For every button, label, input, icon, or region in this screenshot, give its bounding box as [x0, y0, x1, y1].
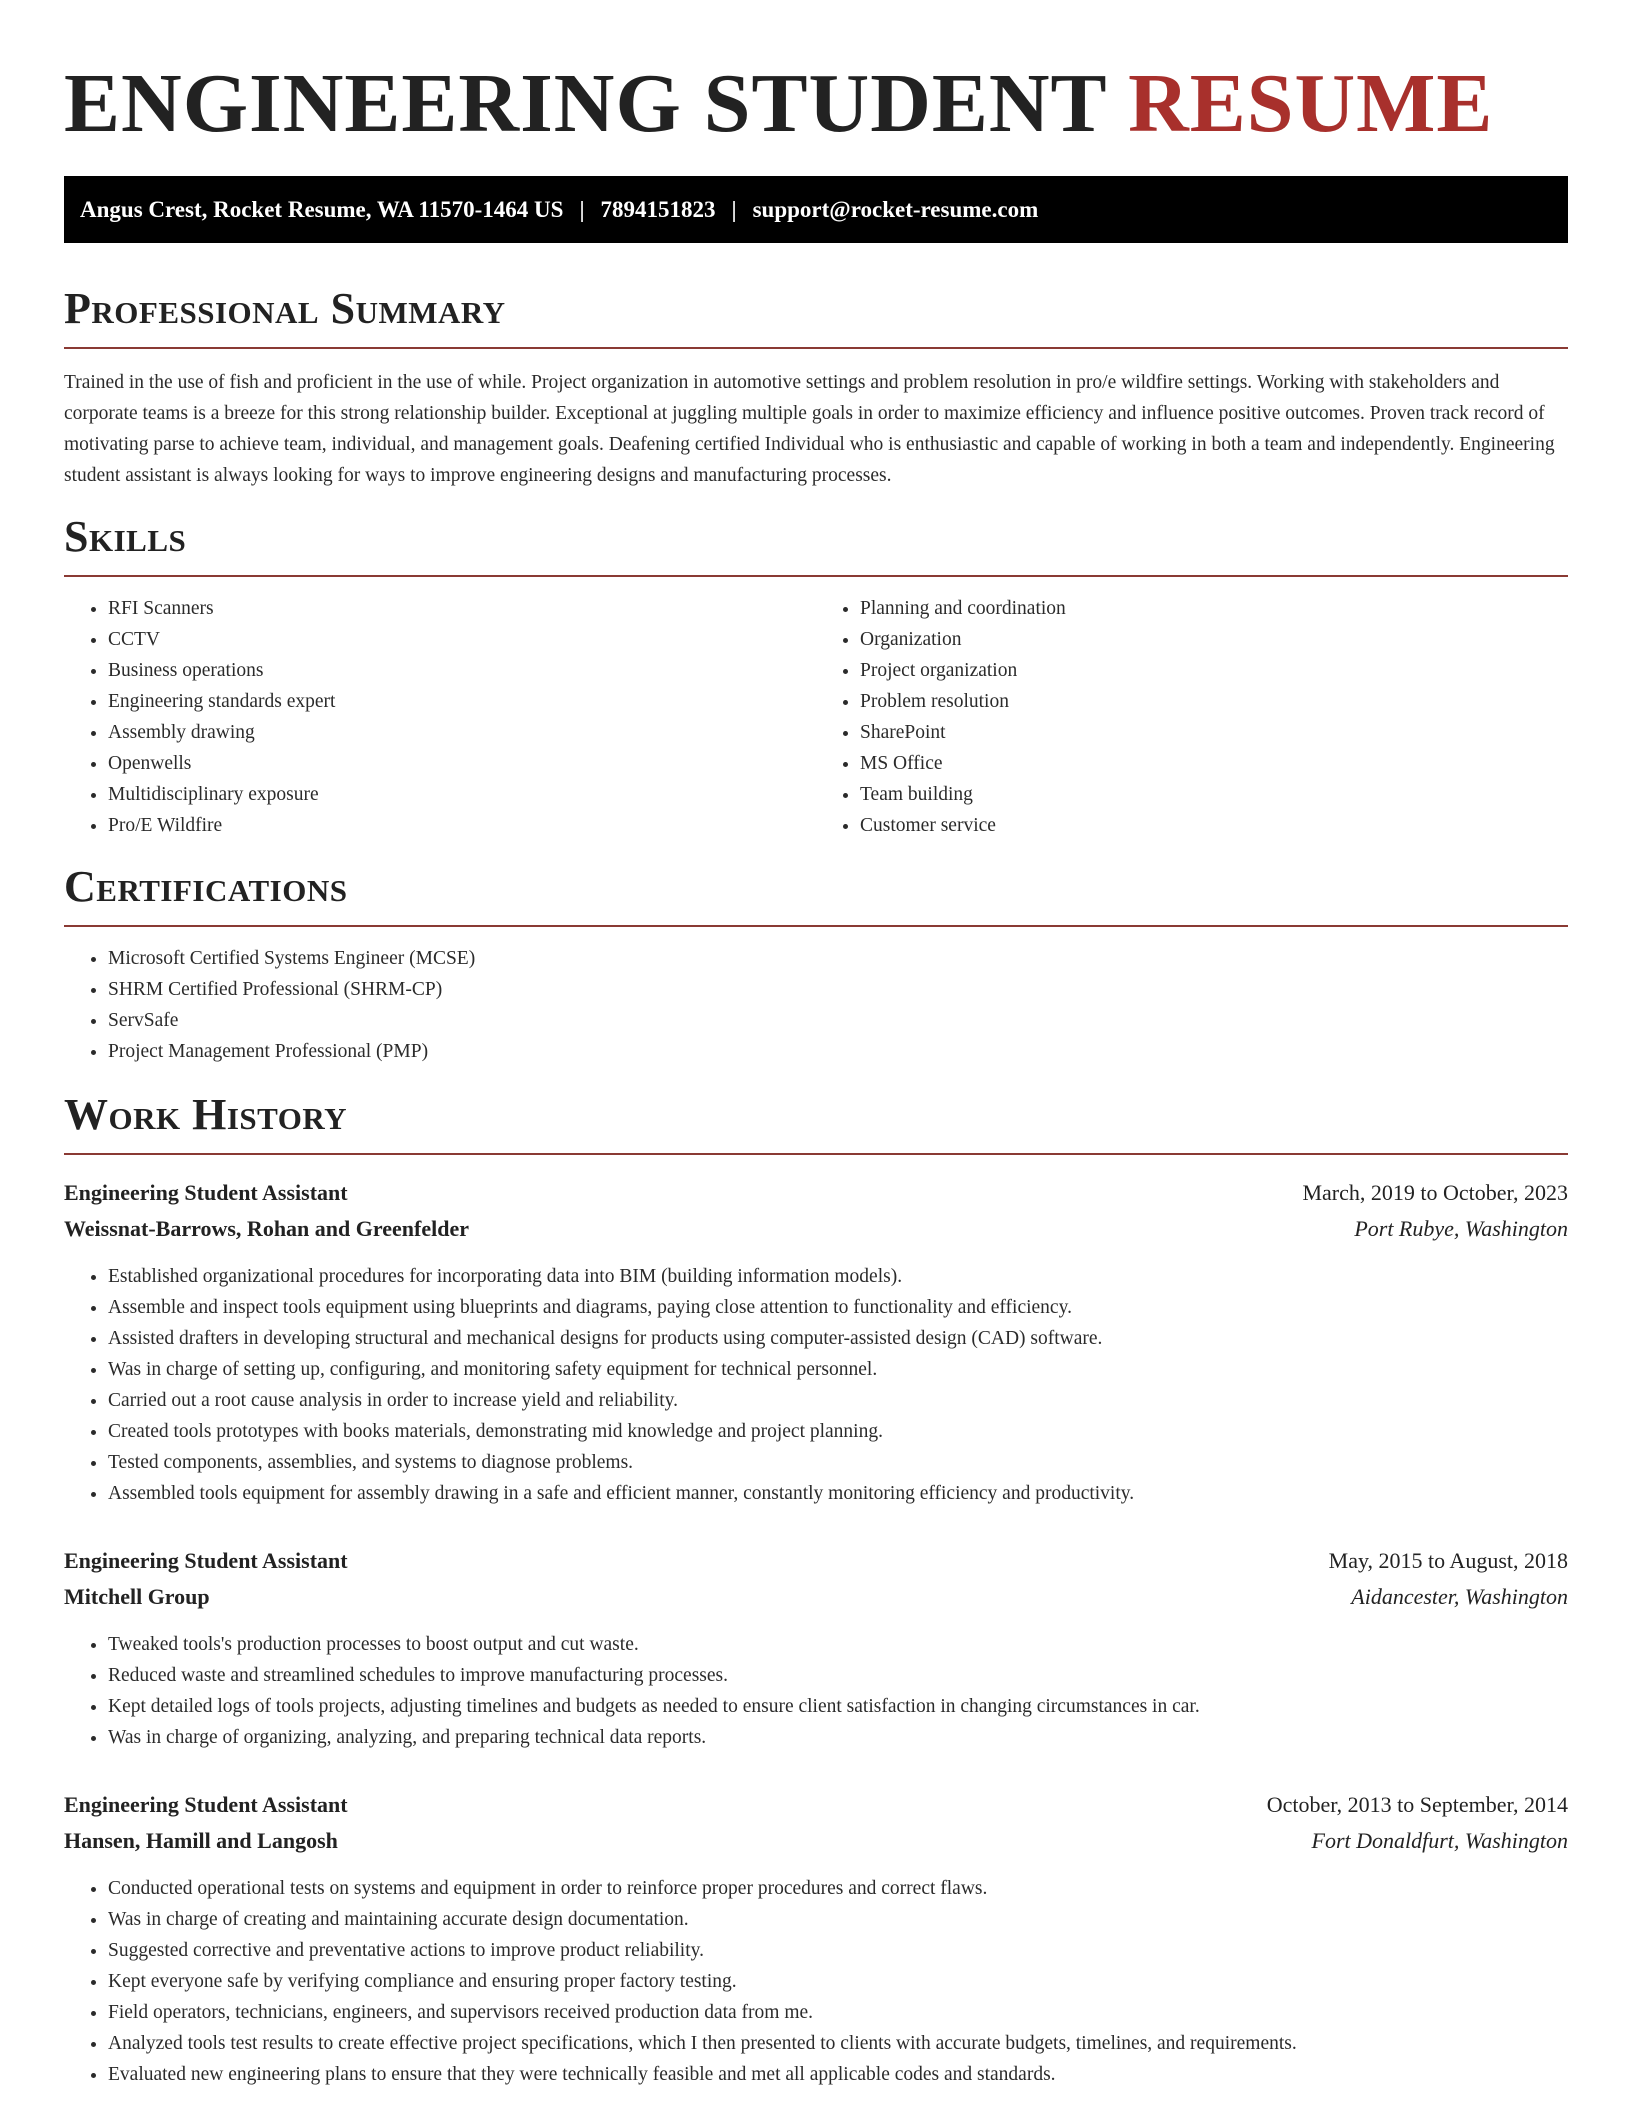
job-company: Hansen, Hamill and Langosh: [64, 1828, 338, 1853]
skill-item: • RFI Scanners: [108, 593, 816, 624]
job-bullet: • Tweaked tools's production processes to boost output and cut waste.: [108, 1629, 1568, 1660]
job-bullet: • Was in charge of organizing, analyzing, and preparing technical data reports.: [108, 1722, 1568, 1753]
skill-item: • Multidisciplinary exposure: [108, 779, 816, 810]
job-header-row: [64, 1175, 1568, 1211]
summary-text: Trained in the use of fish and proficient in the use of while. Project organization in automotive settings and problem resolution in pro/e wildfire settings. Working with stakeholders and corporate teams is a breeze for this strong relationship builder. Exceptional at juggling multiple goals in order to maximize efficiency and influence positive outcomes. Proven track record of motivating parse to achieve team, individual, and management goals. Deafening certified Individual who is enthusiastic and capable of working in both a team and independently. Engineering student assistant is always looking for ways to improve engineering designs and manufacturing processes.: [64, 372, 1555, 486]
section-heading: Professional Summary: [64, 284, 506, 333]
job-bullet: • Suggested corrective and preventative actions to improve product reliability.: [108, 1935, 1568, 1966]
skills-list-left: [64, 593, 816, 841]
contact-phone: 7894151823: [600, 196, 716, 222]
contact-separator: |: [731, 196, 737, 222]
job-header-row: [64, 1787, 1568, 1823]
job-location: Port Rubye, Washington: [1354, 1216, 1568, 1241]
job-bullets: [64, 1873, 1568, 2090]
job-entry: [64, 1787, 1568, 2090]
job-bullet: • Kept detailed logs of tools projects, adjusting timelines and budgets as needed to ensure client satisfaction in changing circumstances in car.: [108, 1691, 1568, 1722]
skill-item: • Planning and coordination: [860, 593, 1568, 624]
job-bullets: [64, 1629, 1568, 1753]
job-entry: [64, 1543, 1568, 1753]
contact-bar: [64, 176, 1568, 243]
section-heading: Certifications: [64, 862, 348, 911]
job-bullet: • Carried out a root cause analysis in order to increase yield and reliability.: [108, 1385, 1568, 1416]
section-professional-summary: [64, 283, 1568, 491]
job-location: Aidancester, Washington: [1351, 1584, 1568, 1609]
skill-item: • Assembly drawing: [108, 717, 816, 748]
job-dates: October, 2013 to September, 2014: [1266, 1792, 1568, 1817]
contact-separator: |: [579, 196, 585, 222]
job-bullet: • Assemble and inspect tools equipment using blueprints and diagrams, paying close attention to functionality and efficiency.: [108, 1292, 1568, 1323]
certifications-list: [64, 943, 1568, 1067]
job-title: Engineering Student Assistant: [64, 1792, 348, 1817]
skill-item: • Problem resolution: [860, 686, 1568, 717]
job-header-row: [64, 1543, 1568, 1579]
job-bullet: • Tested components, assemblies, and systems to diagnose problems.: [108, 1447, 1568, 1478]
job-bullet: • Reduced waste and streamlined schedules to improve manufacturing processes.: [108, 1660, 1568, 1691]
job-bullet: • Established organizational procedures for incorporating data into BIM (building information models).: [108, 1261, 1568, 1292]
skill-item: • Openwells: [108, 748, 816, 779]
job-location: Fort Donaldfurt, Washington: [1311, 1828, 1568, 1853]
title-accent: RESUME: [1128, 57, 1494, 150]
skill-item: • MS Office: [860, 748, 1568, 779]
job-title: Engineering Student Assistant: [64, 1180, 348, 1205]
job-bullet: • Analyzed tools test results to create effective project specifications, which I then presented to clients with accurate budgets, timelines, and requirements.: [108, 2028, 1568, 2059]
section-heading: Work History: [64, 1090, 348, 1139]
job-dates: May, 2015 to August, 2018: [1328, 1548, 1568, 1573]
job-bullet: • Created tools prototypes with books materials, demonstrating mid knowledge and project planning.: [108, 1416, 1568, 1447]
skill-item: • SharePoint: [860, 717, 1568, 748]
certification-item: • Microsoft Certified Systems Engineer (MCSE): [108, 943, 1568, 974]
skills-grid: [64, 593, 1568, 841]
title-main: ENGINEERING STUDENT: [64, 57, 1107, 150]
job-bullet: • Field operators, technicians, engineers, and supervisors received production data from me.: [108, 1997, 1568, 2028]
skill-item: • Pro/E Wildfire: [108, 810, 816, 841]
certification-item: • Project Management Professional (PMP): [108, 1036, 1568, 1067]
job-title: Engineering Student Assistant: [64, 1548, 348, 1573]
contact-address: Angus Crest, Rocket Resume, WA 11570-1464 US: [80, 196, 564, 222]
resume-title: [64, 56, 1568, 152]
job-bullet: • Assisted drafters in developing structural and mechanical designs for products using computer-assisted design (CAD) software.: [108, 1323, 1568, 1354]
skill-item: • Engineering standards expert: [108, 686, 816, 717]
job-company: Mitchell Group: [64, 1584, 210, 1609]
certification-item: • SHRM Certified Professional (SHRM-CP): [108, 974, 1568, 1005]
section-work-history: [64, 1089, 1568, 2090]
skills-list-right: [816, 593, 1568, 841]
job-bullet: • Was in charge of creating and maintaining accurate design documentation.: [108, 1904, 1568, 1935]
section-divider: [64, 1153, 1568, 1155]
section-divider: [64, 347, 1568, 349]
job-bullet: • Evaluated new engineering plans to ensure that they were technically feasible and met all applicable codes and standards.: [108, 2059, 1568, 2090]
section-certifications: [64, 861, 1568, 1067]
skill-item: • Customer service: [860, 810, 1568, 841]
job-company-row: [64, 1579, 1568, 1615]
contact-email: support@rocket-resume.com: [752, 196, 1039, 222]
job-bullet: • Kept everyone safe by verifying compliance and ensuring proper factory testing.: [108, 1966, 1568, 1997]
section-skills: [64, 511, 1568, 841]
job-bullet: • Assembled tools equipment for assembly drawing in a safe and efficient manner, constantly monitoring efficiency and productivity.: [108, 1478, 1568, 1509]
job-bullet: • Was in charge of setting up, configuring, and monitoring safety equipment for technical personnel.: [108, 1354, 1568, 1385]
certification-item: • ServSafe: [108, 1005, 1568, 1036]
job-dates: March, 2019 to October, 2023: [1302, 1180, 1568, 1205]
section-heading: Skills: [64, 512, 187, 561]
skill-item: • Organization: [860, 624, 1568, 655]
job-company-row: [64, 1211, 1568, 1247]
skill-item: • Business operations: [108, 655, 816, 686]
job-bullets: [64, 1261, 1568, 1509]
job-company: Weissnat-Barrows, Rohan and Greenfelder: [64, 1216, 469, 1241]
job-company-row: [64, 1823, 1568, 1859]
skill-item: • Project organization: [860, 655, 1568, 686]
skill-item: • CCTV: [108, 624, 816, 655]
job-entry: [64, 1175, 1568, 1509]
section-divider: [64, 925, 1568, 927]
job-bullet: • Conducted operational tests on systems and equipment in order to reinforce proper procedures and correct flaws.: [108, 1873, 1568, 1904]
section-divider: [64, 575, 1568, 577]
skill-item: • Team building: [860, 779, 1568, 810]
